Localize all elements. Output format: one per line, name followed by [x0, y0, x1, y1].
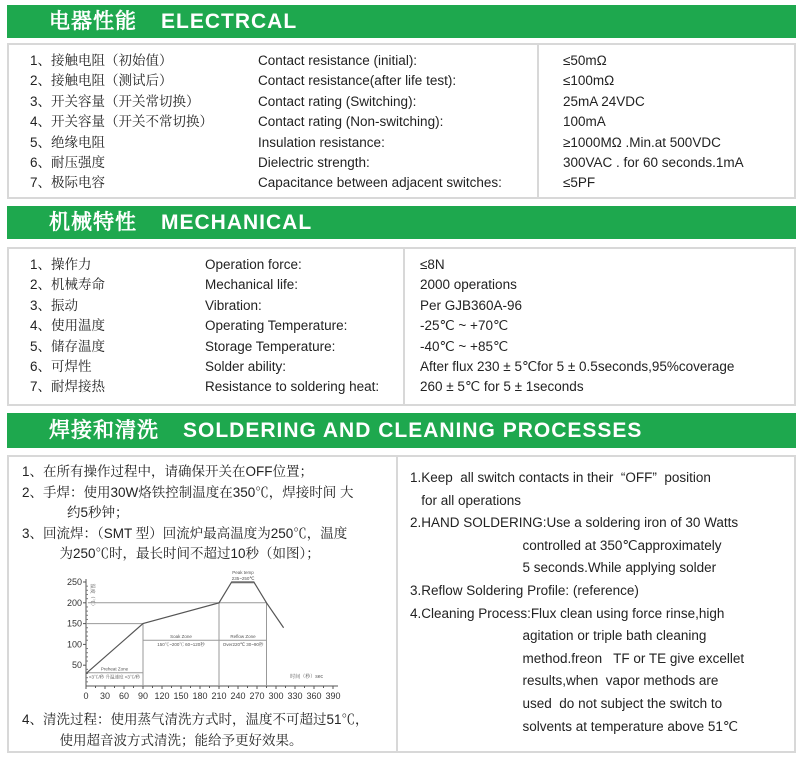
cell-value: ≤100mΩ	[563, 73, 615, 89]
x-tick-label: 360	[306, 691, 322, 701]
zh-instruction-line: 4、清洗过程：使用蒸气清洗方式时，温度不可超过51℃，	[22, 712, 369, 727]
en-instruction-line: controlled at 350℃approximately	[410, 537, 722, 553]
cell-en: Vibration:	[205, 297, 262, 313]
cell-en: Mechanical life:	[205, 277, 299, 293]
peak-range-label: 235~250℃	[231, 576, 255, 581]
en-instruction-line: 4.Cleaning Process:Flux clean using force rinse,high	[410, 605, 725, 621]
en-instruction-line: method.freon TF or TE give excellet	[410, 650, 745, 666]
cell-value: Per GJB360A-96	[420, 297, 523, 313]
cell-value: 100mA	[563, 114, 606, 130]
en-instruction-line: solvents at temperature above 51℃	[410, 718, 739, 734]
x-tick-label: 390	[325, 691, 341, 701]
cell-zh: 3、振动	[30, 297, 79, 313]
zh-instruction-line: 为250℃时，最长时间不超过10秒（如图）；	[22, 546, 320, 561]
cell-en: Resistance to soldering heat:	[205, 379, 380, 395]
cell-value: ≤8N	[420, 257, 445, 272]
soak-zone-label: Soak Zone	[170, 634, 192, 640]
en-instruction-line: results,when vapor methods are	[410, 673, 719, 689]
y-axis-label: 温度（℃）	[89, 583, 95, 609]
mechanical-title-zh: 机械特性	[49, 211, 137, 234]
cell-zh: 6、可焊性	[30, 359, 92, 374]
x-tick-label: 120	[154, 691, 170, 701]
preheat-zone-label: Preheat Zone	[100, 666, 129, 672]
y-tick-label: 200	[66, 597, 82, 608]
cell-zh: 5、绝缘电阻	[30, 134, 106, 150]
x-tick-label: 150	[173, 691, 189, 701]
x-tick-label: 270	[249, 691, 265, 701]
cell-zh: 3、开关容量（开关常切换）	[30, 93, 200, 109]
profile-line	[86, 582, 284, 674]
electrical-title-en: ELECTRCAL	[161, 10, 298, 33]
cell-zh: 2、接触电阻（测试后）	[30, 73, 173, 89]
y-tick-label: 50	[71, 660, 82, 671]
en-instruction-line: agitation or triple bath cleaning	[410, 628, 707, 644]
cell-zh: 7、耐焊接热	[30, 379, 106, 395]
cell-value: ≤50mΩ	[563, 53, 607, 68]
cell-en: Contact rating (Non-switching):	[258, 114, 444, 130]
cell-en: Contact resistance(after life test):	[258, 73, 457, 89]
en-instruction-line: 5 seconds.While applying solder	[410, 560, 717, 576]
cell-zh: 1、接触电阻（初始值）	[30, 53, 173, 68]
cell-zh: 4、使用温度	[30, 318, 106, 334]
cell-en: Contact rating (Switching):	[258, 93, 417, 109]
cell-zh: 5、储存温度	[30, 338, 106, 354]
y-tick-label: 150	[66, 618, 82, 629]
en-instruction-line: 3.Reflow Soldering Profile: (reference)	[410, 583, 639, 598]
mechanical-title-en: MECHANICAL	[161, 211, 313, 234]
preheat-zone-detail: <3℃/秒 升温速度 <3℃/秒	[88, 674, 141, 680]
peak-label: Peak temp	[232, 570, 254, 575]
cell-zh: 4、开关容量（开关不常切换）	[30, 114, 214, 130]
cell-value: 260 ± 5℃ for 5 ± 1seconds	[420, 379, 584, 395]
x-tick-label: 330	[287, 691, 303, 701]
en-instruction-line: used do not subject the switch to	[410, 696, 723, 711]
x-tick-label: 0	[83, 691, 89, 701]
soak-zone-detail: 150℃~200℃ 60~120秒	[157, 642, 205, 648]
zh-instruction-line: 1、在所有操作过程中，请确保开关在OFF位置；	[22, 464, 314, 479]
cell-value: -40℃ ~ +85℃	[420, 338, 509, 354]
x-axis-label: 时间（秒）sec	[290, 674, 323, 680]
soldering-title-zh: 焊接和清洗	[49, 419, 159, 442]
x-tick-label: 240	[230, 691, 246, 701]
zh-instruction-line: 使用超音波方式清洗；能给予更好效果。	[22, 733, 303, 748]
cell-en: Operating Temperature:	[205, 318, 348, 334]
x-tick-label: 30	[99, 691, 111, 701]
cell-value: 2000 operations	[420, 277, 517, 293]
x-tick-label: 60	[118, 691, 130, 701]
cell-en: Operation force:	[205, 257, 302, 272]
cell-zh: 2、机械寿命	[30, 277, 106, 293]
y-tick-label: 250	[66, 577, 82, 587]
cell-en: Contact resistance (initial):	[258, 53, 418, 68]
electrical-title-zh: 电器性能	[49, 10, 137, 33]
cell-en: Dielectric strength:	[258, 155, 370, 170]
zh-instruction-line: 3、回流焊：（SMT 型）回流炉最高温度为250℃，温度	[22, 525, 348, 541]
x-tick-label: 90	[137, 691, 149, 701]
cell-en: Solder ability:	[205, 359, 287, 374]
cell-zh: 1、操作力	[30, 257, 92, 272]
zh-instruction-line: 2、手焊：使用30W烙铁控制温度在350℃，焊接时间 大	[22, 484, 354, 500]
en-instruction-line: 1.Keep all switch contacts in their “OFF” position	[410, 470, 711, 485]
en-instruction-line: for all operations	[410, 492, 522, 508]
x-tick-label: 210	[211, 691, 227, 701]
y-tick-label: 100	[66, 639, 82, 650]
soldering-title-en: SOLDERING AND CLEANING PROCESSES	[183, 419, 643, 442]
en-instruction-line: 2.HAND SOLDERING:Use a soldering iron of 30 Watts	[410, 515, 739, 531]
x-tick-label: 300	[268, 691, 284, 701]
cell-en: Capacitance between adjacent switches:	[258, 175, 502, 191]
cell-value: 25mA 24VDC	[563, 93, 645, 109]
cell-value: -25℃ ~ +70℃	[420, 318, 509, 334]
cell-en: Insulation resistance:	[258, 134, 385, 150]
cell-zh: 7、极际电容	[30, 175, 106, 191]
cell-value: ≥1000MΩ .Min.at 500VDC	[563, 134, 721, 150]
x-tick-label: 180	[192, 691, 208, 701]
cell-zh: 6、耐压强度	[30, 155, 106, 170]
zh-instruction-line: 约5秒钟；	[22, 505, 129, 520]
cell-en: Storage Temperature:	[205, 338, 336, 354]
reflow-zone-detail: Over220℃ 30~90秒	[222, 642, 264, 648]
cell-value: 300VAC . for 60 seconds.1mA	[563, 155, 744, 170]
cell-value: ≤5PF	[563, 175, 596, 191]
reflow-zone-label: Reflow Zone	[230, 634, 256, 640]
cell-value: After flux 230 ± 5℃for 5 ± 0.5seconds,95%coverage	[420, 359, 735, 374]
